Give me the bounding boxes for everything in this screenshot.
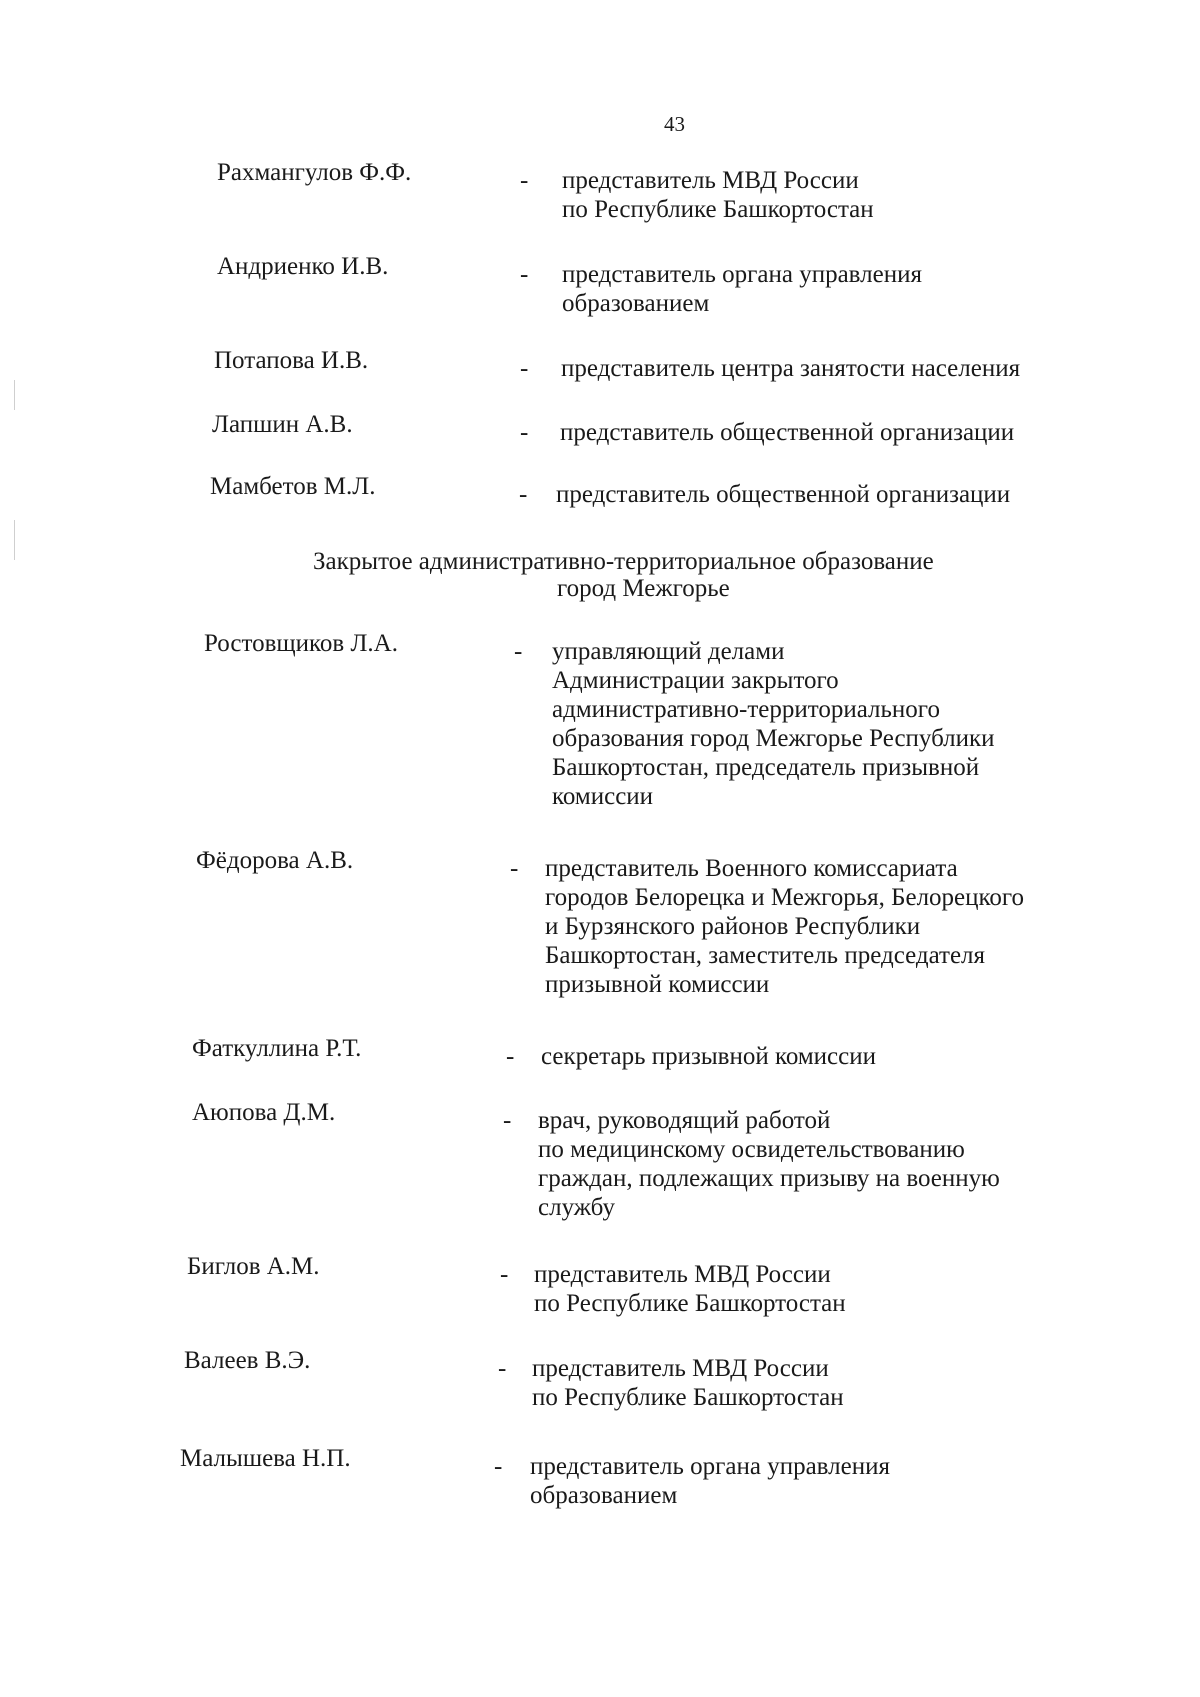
dash-separator: - <box>506 1043 515 1070</box>
section-heading-line: Закрытое административно-территориальное образование <box>313 548 934 575</box>
role-line: управляющий делами <box>552 638 785 665</box>
member-name: Фёдорова А.В. <box>196 847 354 874</box>
role-line: Башкортостан, председатель призывной <box>552 754 980 781</box>
member-name: Потапова И.В. <box>214 347 369 374</box>
role-line: службу <box>538 1194 615 1221</box>
role-line: врач, руководящий работой <box>538 1107 831 1134</box>
role-line: образования город Межгорье Республики <box>552 725 995 752</box>
member-role <box>556 480 1010 509</box>
role-line: представитель органа управления <box>562 261 922 288</box>
role-line: граждан, подлежащих призыву на военную <box>538 1165 1000 1192</box>
dash-separator: - <box>498 1355 507 1382</box>
role-line: по Республике Башкортостан <box>562 196 874 223</box>
dash-separator: - <box>494 1453 503 1480</box>
role-line: образованием <box>530 1482 678 1509</box>
role-line: представитель общественной организации <box>556 481 1011 508</box>
role-line: представитель МВД России <box>562 167 859 194</box>
role-line: представитель МВД России <box>532 1355 829 1382</box>
dash-separator: - <box>519 481 528 508</box>
dash-separator: - <box>520 419 529 446</box>
dash-separator: - <box>520 261 529 288</box>
member-name: Рахмангулов Ф.Ф. <box>217 159 412 186</box>
role-line: образованием <box>562 290 710 317</box>
role-line: и Бурзянского районов Республики <box>545 913 921 940</box>
page-number: 43 <box>664 112 685 136</box>
dash-separator: - <box>514 638 523 665</box>
role-line: представитель общественной организации <box>560 419 1015 446</box>
member-name: Валеев В.Э. <box>184 1347 311 1374</box>
role-line: призывной комиссии <box>545 971 770 998</box>
role-line: представитель МВД России <box>534 1261 831 1288</box>
member-role <box>552 637 995 811</box>
member-role <box>538 1106 1000 1222</box>
role-line: по Республике Башкортостан <box>532 1384 844 1411</box>
role-line: по Республике Башкортостан <box>534 1290 846 1317</box>
section-heading-line: город Межгорье <box>557 575 730 602</box>
role-line: Администрации закрытого <box>552 667 839 694</box>
role-line: секретарь призывной комиссии <box>541 1043 877 1070</box>
member-role <box>562 166 874 224</box>
dash-separator: - <box>520 355 529 382</box>
member-role <box>560 418 1014 447</box>
role-line: представитель органа управления <box>530 1453 890 1480</box>
dash-separator: - <box>520 167 529 194</box>
role-line: представитель центра занятости населения <box>561 355 1021 382</box>
role-line: административно-территориального <box>552 696 940 723</box>
member-role <box>530 1452 890 1510</box>
scan-mark <box>14 380 15 410</box>
scan-mark <box>14 520 15 560</box>
member-role <box>534 1260 846 1318</box>
dash-separator: - <box>510 855 519 882</box>
member-name: Аюпова Д.М. <box>192 1099 336 1126</box>
role-line: по медицинскому освидетельствованию <box>538 1136 965 1163</box>
member-role <box>532 1354 844 1412</box>
member-name: Андриенко И.В. <box>217 253 389 280</box>
member-name: Малышева Н.П. <box>180 1445 351 1472</box>
member-name: Биглов А.М. <box>187 1253 320 1280</box>
dash-separator: - <box>500 1261 509 1288</box>
member-name: Лапшин А.В. <box>212 411 353 438</box>
member-name: Фаткуллина Р.Т. <box>192 1035 362 1062</box>
member-name: Ростовщиков Л.А. <box>204 630 398 657</box>
member-role <box>562 260 922 318</box>
member-role <box>561 354 1020 383</box>
role-line: городов Белорецка и Межгорья, Белорецкого <box>545 884 1025 911</box>
role-line: комиссии <box>552 783 654 810</box>
dash-separator: - <box>503 1107 512 1134</box>
role-line: представитель Военного комиссариата <box>545 855 958 882</box>
member-role <box>541 1042 876 1071</box>
member-role <box>545 854 1024 999</box>
member-name: Мамбетов М.Л. <box>210 473 376 500</box>
role-line: Башкортостан, заместитель председателя <box>545 942 986 969</box>
